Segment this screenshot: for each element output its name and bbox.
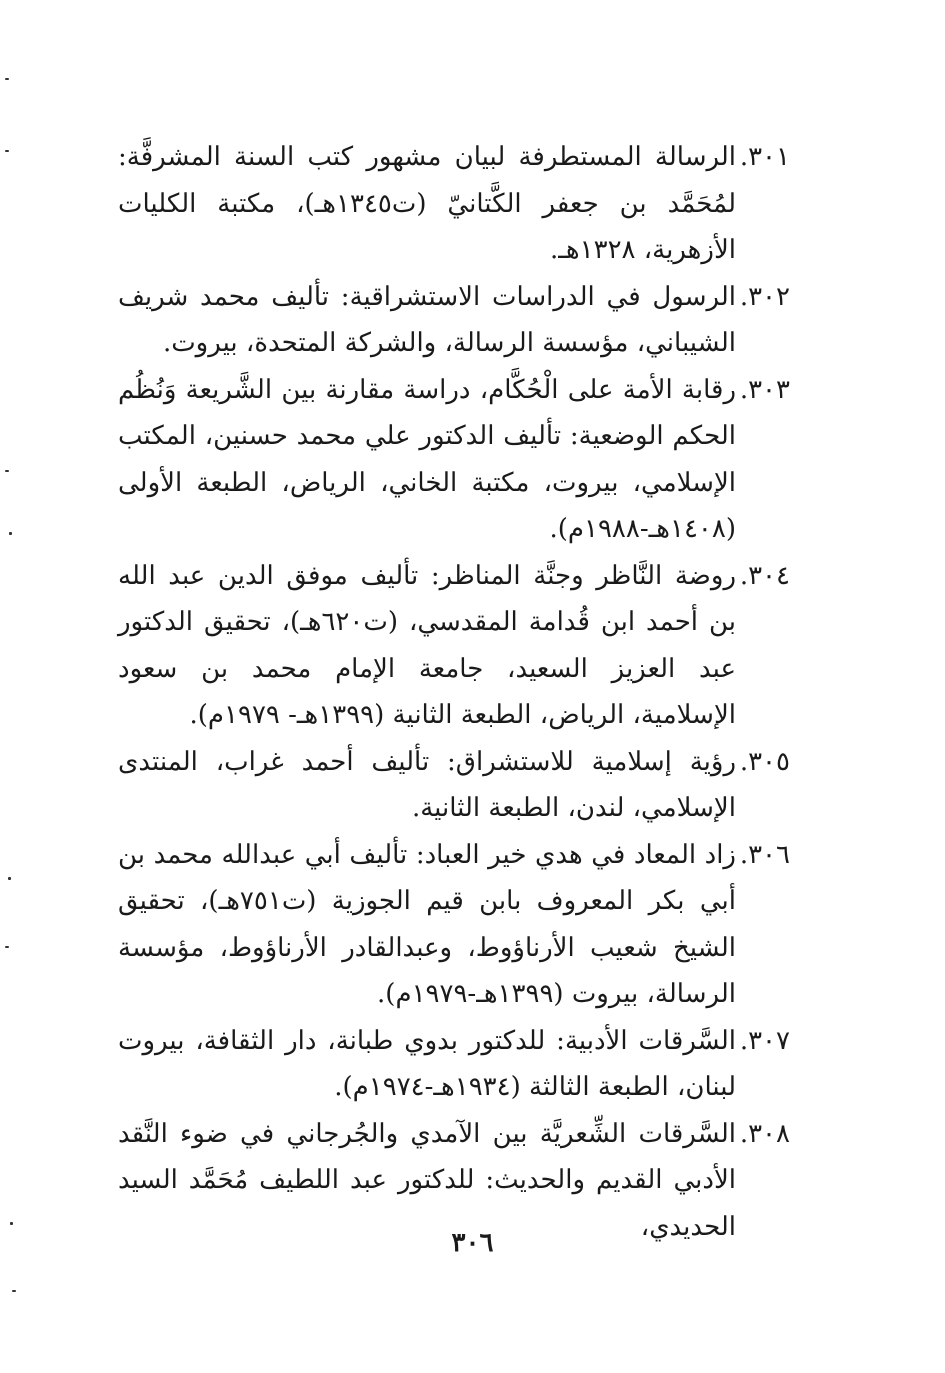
scan-speck bbox=[8, 877, 11, 880]
scan-speck bbox=[5, 946, 9, 948]
scan-speck bbox=[5, 78, 9, 80]
scan-speck bbox=[5, 470, 9, 472]
reference-item bbox=[118, 134, 790, 274]
reference-number: ٣٠٤. bbox=[739, 560, 790, 591]
reference-text: روضة النَّاظر وجنَّة المناظر: تأليف موفق الدين عبد الله بن أحمد ابن قُدامة المقدسي، (ت٦٢٠هـ)، تحقيق الدكتور عبد العزيز السعيد، جامعة الإمام محمد بن سعود الإسلامية، الرياض، الطبعة الثانية (١٣٩٩هـ- ١٩٧٩م). bbox=[118, 560, 736, 730]
reference-text: رؤية إسلامية للاستشراق: تأليف أحمد غراب، المنتدى الإسلامي، لندن، الطبعة الثانية. bbox=[118, 746, 736, 823]
reference-item bbox=[118, 274, 790, 367]
reference-item bbox=[118, 832, 790, 1018]
scan-speck bbox=[10, 1222, 13, 1225]
reference-text: السَّرقات الأدبية: للدكتور بدوي طبانة، دار الثقافة، بيروت لبنان، الطبعة الثالثة (١٩٣٤هـ-١٩٧٤م). bbox=[118, 1025, 736, 1102]
reference-text: رقابة الأمة على الْحُكَّام، دراسة مقارنة بين الشَّريعة وَنُظُم الحكم الوضعية: تأليف الدكتور علي محمد حسنين، المكتب الإسلامي، بيروت، مكتبة الخاني، الرياض، الطبعة الأولى (١٤٠٨هـ-١٩٨٨م). bbox=[118, 374, 736, 544]
reference-text: زاد المعاد في هدي خير العباد: تأليف أبي عبدالله محمد بن أبي بكر المعروف بابن قيم الجوزية (ت٧٥١هـ)، تحقيق الشيخ شعيب الأرناؤوط، وعبدالقادر الأرناؤوط، مؤسسة الرسالة، بيروت (١٣٩٩هـ-١٩٧٩م). bbox=[118, 839, 736, 1009]
reference-list bbox=[118, 134, 790, 1250]
reference-item bbox=[118, 553, 790, 739]
reference-number: ٣٠٢. bbox=[739, 281, 790, 312]
scan-speck bbox=[9, 532, 12, 535]
reference-number: ٣٠٣. bbox=[739, 374, 790, 405]
reference-number: ٣٠٨. bbox=[739, 1118, 790, 1149]
reference-number: ٣٠١. bbox=[739, 142, 790, 172]
scan-speck bbox=[5, 150, 9, 152]
reference-item bbox=[118, 367, 790, 553]
page-number: ٣٠٦ bbox=[451, 1228, 494, 1258]
reference-item bbox=[118, 739, 790, 832]
reference-text: الرسول في الدراسات الاستشراقية: تأليف محمد شريف الشيباني، مؤسسة الرسالة، والشركة المتحدة، بيروت. bbox=[118, 281, 736, 358]
reference-text: الرسالة المستطرفة لبيان مشهور كتب السنة المشرفَّة: لمُحَمَّد بن جعفر الكَّتانيّ (ت١٣٤٥هـ)، مكتبة الكليات الأزهرية، ١٣٢٨هـ. bbox=[118, 142, 736, 265]
reference-number: ٣٠٦. bbox=[739, 839, 790, 870]
reference-number: ٣٠٥. bbox=[739, 746, 790, 777]
reference-number: ٣٠٧. bbox=[739, 1025, 790, 1056]
reference-text: السَّرقات الشِّعريَّة بين الآمدي والجُرجاني في ضوء النَّقد الأدبي القديم والحديث: للدكتور عبد اللطيف مُحَمَّد السيد الحديدي، bbox=[118, 1118, 736, 1242]
reference-item bbox=[118, 1018, 790, 1111]
scan-speck bbox=[12, 1290, 16, 1292]
